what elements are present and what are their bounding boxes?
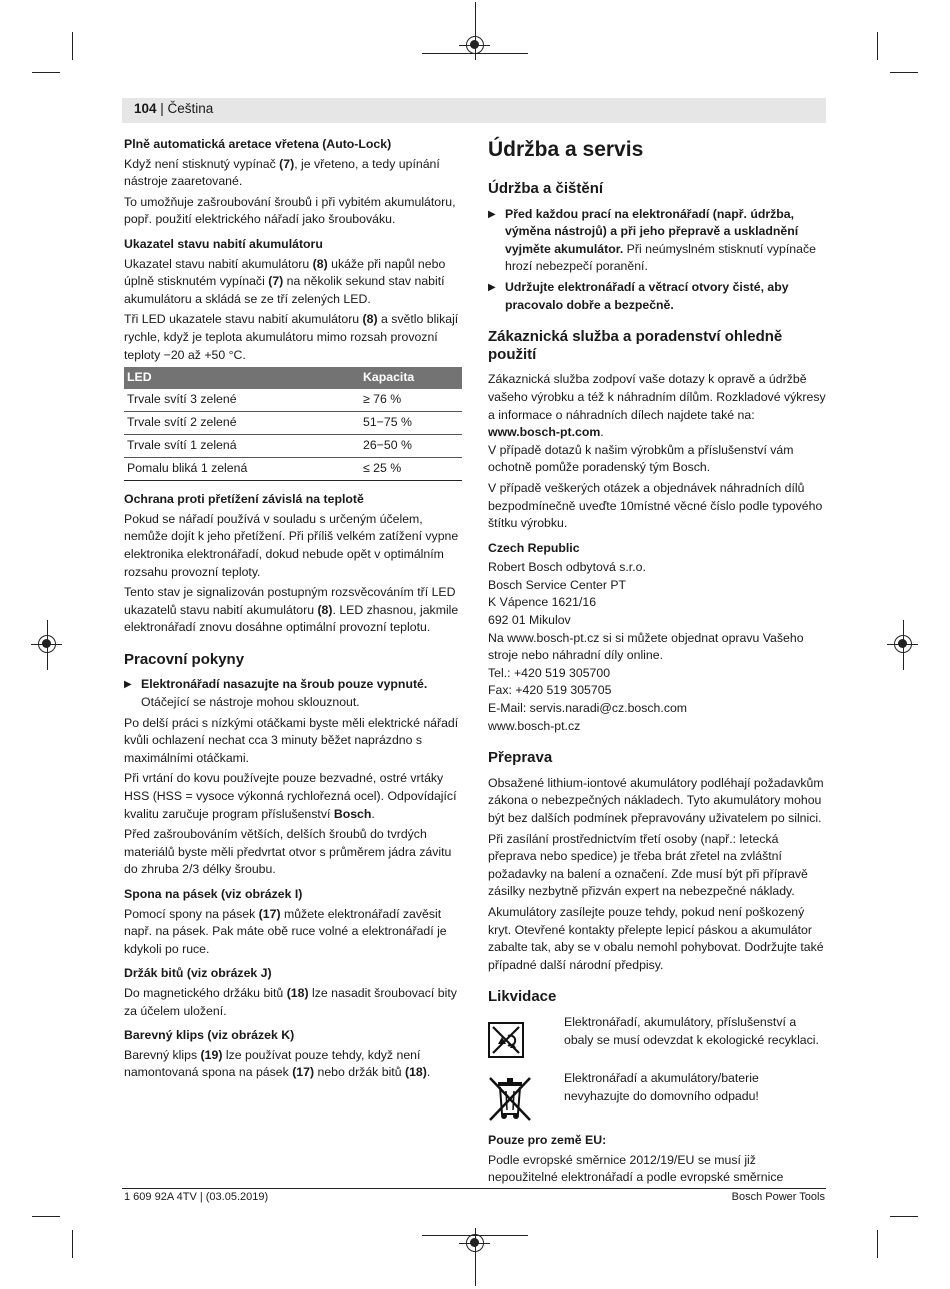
bullet-item: ▶ Udržujte elektronářadí a větrací otvory čisté, aby pracovalo dobře a bezpečně.	[488, 279, 789, 312]
paragraph: Tři LED ukazatele stavu nabití akumulátoru (8) a světlo blikají rychle, když je teplota akumulátoru mimo rozsah provozní teploty −20 až +50 °C.	[124, 312, 459, 362]
paragraph: Tento stav je signalizován postupným rozsvěcováním tří LED ukazatelů stavu nabití akumulátoru (8). LED zhasnou, jakmile elektronářadí znovu dosáhne optimální provozní teplotu.	[124, 585, 459, 635]
address-line: Robert Bosch odbytová s.r.o.	[488, 560, 646, 575]
paragraph: Ukazatel stavu nabití akumulátoru (8) ukáže při napůl nebo úplně stisknutém vypínači (7) na několik sekund stav nabití akumulátoru a skládá se ze tří zelených LED.	[124, 256, 446, 306]
bullet-triangle-icon: ▶	[488, 208, 496, 220]
page-header-text: 104 | Čeština	[134, 101, 214, 116]
table-row	[124, 412, 462, 435]
registration-mark	[894, 635, 912, 653]
crop-mark	[890, 1216, 918, 1217]
section-title: Ukazatel stavu nabití akumulátoru	[124, 236, 323, 251]
table-row	[124, 389, 462, 412]
paragraph: Před zašroubováním větších, delších šroubů do tvrdých materiálů byste měli předvrtat otvor s průměrem jádra závitu do zhruba 2/3 délky šroubu.	[124, 827, 452, 877]
address-block	[488, 559, 826, 735]
paragraph: Podle evropské směrnice 2012/19/EU se musí již nepoužitelné elektronářadí a podle evropské směrnice	[488, 1152, 784, 1185]
page-number: 104	[134, 101, 157, 116]
section-title: Pouze pro země EU:	[488, 1132, 607, 1147]
right-column	[488, 138, 826, 1190]
crop-mark	[877, 32, 878, 60]
paragraph: To umožňuje zašroubování šroubů i při vybitém akumulátoru, popř. použití elektrického nářadí jako šroubováku.	[124, 194, 456, 227]
table-cell: ≤ 25 %	[360, 458, 462, 481]
table-cell: 51−75 %	[360, 412, 462, 435]
registration-mark	[466, 36, 484, 54]
registration-mark	[38, 635, 56, 653]
table-cell: Trvale svítí 1 zelená	[124, 435, 360, 458]
crop-mark	[890, 72, 918, 73]
section-heading: Přeprava	[488, 749, 553, 767]
paragraph: Elektronářadí, akumulátory, příslušenství a obaly se musí odevzdat k ekologické recyklaci.	[564, 1014, 819, 1047]
address-line: K Vápence 1621/16	[488, 595, 597, 610]
country-title: Czech Republic	[488, 540, 580, 555]
table-cell: Trvale svítí 2 zelené	[124, 412, 360, 435]
section-title: Spona na pásek (viz obrázek I)	[124, 887, 303, 901]
page-language: Čeština	[167, 101, 214, 116]
table-cell: Trvale svítí 3 zelené	[124, 389, 360, 412]
section-heading: Zákaznická služba a poradenství ohledně použití	[488, 328, 783, 363]
link[interactable]: www.bosch-pt.com	[488, 425, 601, 440]
email: E-Mail: servis.naradi@cz.bosch.com	[488, 701, 688, 716]
paragraph: Elektronářadí a akumulátory/baterie nevyhazujte do domovního odpadu!	[564, 1070, 759, 1103]
footer-divider	[122, 1188, 826, 1189]
paragraph: Zákaznická služba zodpoví vaše dotazy k opravě a údržbě vašeho výrobku a též k náhradním dílům. Rozkladové výkresy a informace o náhradních dílech najdete také na: www.bosch-pt.com.	[488, 372, 826, 440]
crop-mark	[877, 1230, 878, 1258]
phone: Tel.: +420 519 305700	[488, 665, 611, 680]
crop-mark	[32, 1216, 60, 1217]
bullet-item: ▶ Před každou prací na elektronářadí (např. údržba, výměna nástrojů) a při jeho přepravě a uskladnění vyjměte akumulátor. Při neúmyslném stisknutí vypínače hrozí nebezpečí poranění.	[488, 206, 816, 274]
footer-left: 1 609 92A 4TV | (03.05.2019)	[124, 1191, 269, 1203]
paragraph: V případě veškerých otázek a objednávek náhradních dílů bezpodmínečně uveďte 10místné věcné číslo podle typového štítku výrobku.	[488, 480, 823, 531]
crop-mark	[72, 1230, 73, 1258]
page-header	[122, 98, 826, 123]
table-header: LED	[124, 367, 360, 389]
table-cell: 26−50 %	[360, 435, 462, 458]
section-title: Ochrana proti přetížení závislá na teplotě	[124, 492, 364, 507]
paragraph: Po delší práci s nízkými otáčkami byste měli elektrické nářadí kvůli ochlazení nechat cca 3 minuty běžet naprázdno s maximálními otáčkami.	[124, 715, 459, 765]
registration-mark	[466, 1234, 484, 1252]
bullet-triangle-icon: ▶	[488, 281, 496, 293]
paragraph: Při vrtání do kovu používejte pouze bezvadné, ostré vrtáky HSS (HSS = vysoce výkonná rychlořezná ocel). Odpovídající kvalitu zaručuje program příslušenství Bosch.	[124, 771, 457, 821]
paragraph: V případě dotazů k našim výrobkům a příslušenství vám ochotně pomůže poradenský tým Bosch.	[488, 442, 794, 475]
section-heading: Pracovní pokyny	[124, 650, 245, 668]
address-line: Na www.bosch-pt.cz si si můžete objednat opravu Vašeho stroje nebo náhradní díly online.	[488, 630, 804, 663]
paragraph: Když není stisknutý vypínač (7), je vřeteno, a tedy upínání nástroje zaaretované.	[124, 156, 440, 189]
table-row	[124, 458, 462, 481]
led-table	[124, 367, 462, 481]
paragraph: Barevný klips (19) lze používat pouze tehdy, když není namontovaná spona na pásek (17) nebo držák bitů (18).	[124, 1047, 431, 1080]
paragraph: Pomocí spony na pásek (17) můžete elektronářadí zavěsit např. na pásek. Pak máte obě ruce volné a elektronářadí je kdykoli po ruce.	[124, 906, 447, 956]
footer-right: Bosch Power Tools	[731, 1191, 825, 1203]
table-cell: Pomalu bliká 1 zelená	[124, 458, 360, 481]
section-heading: Údržba a čištění	[488, 180, 604, 197]
table-header-row	[124, 367, 462, 389]
bullet-item: ▶ Elektronářadí nasazujte na šroub pouze vypnuté. Otáčející se nástroje mohou sklouznout.	[124, 677, 428, 710]
address-line: 692 01 Mikulov	[488, 613, 571, 628]
fax: Fax: +420 519 305705	[488, 683, 612, 698]
disposal-row	[488, 1070, 826, 1128]
paragraph: Při zasílání prostřednictvím třetí osoby (např.: letecká přeprava nebo spedice) je třeba brát zřetel na zvláštní požadavky na balení a označení. Zde musí být při přípravě zásilky nezbytně přizván expert na nebezpečné náklady.	[488, 831, 808, 899]
bullet-triangle-icon: ▶	[124, 679, 132, 691]
address-line: Bosch Service Center PT	[488, 577, 627, 592]
table-row	[124, 435, 462, 458]
crossed-bin-icon	[488, 1074, 532, 1122]
crop-mark	[32, 72, 60, 73]
disposal-row	[488, 1014, 826, 1070]
recycle-icon	[488, 1022, 524, 1058]
website: www.bosch-pt.cz	[488, 718, 581, 733]
section-title: Barevný klips (viz obrázek K)	[124, 1028, 295, 1043]
section-title: Držák bitů (viz obrázek J)	[124, 966, 272, 981]
paragraph: Akumulátory zasílejte pouze tehdy, pokud není poškozený kryt. Otevřené kontakty přelepte lepicí páskou a akumulátor zabalte tak, aby se v obalu nemohl pohybovat. Dodržujte také případné další národní předpisy.	[488, 904, 824, 972]
paragraph: Pokud se nářadí používá v souladu s určeným účelem, nemůže dojít k jeho přetížení. Při příliš velkém zatížení vypne elektronika elektronářadí, dokud nebude opět v optimálním rozsahu provozní teploty.	[124, 511, 459, 579]
crop-mark	[72, 32, 73, 60]
table-header: Kapacita	[360, 367, 462, 389]
page-title: Údržba a servis	[488, 138, 644, 161]
paragraph: Do magnetického držáku bitů (18) lze nasadit šroubovací bity za účelem uložení.	[124, 985, 457, 1018]
section-heading: Likvidace	[488, 988, 557, 1006]
section-title: Plně automatická aretace vřetena (Auto-Lock)	[124, 137, 392, 151]
table-cell: ≥ 76 %	[360, 389, 462, 412]
left-column	[124, 136, 464, 1085]
paragraph: Obsažené lithium-iontové akumulátory podléhají požadavkům zákona o nebezpečných nákladech. Tyto akumulátory mohou být bez dalších podmínek přepravovány uživatelem po silnici.	[488, 775, 824, 825]
